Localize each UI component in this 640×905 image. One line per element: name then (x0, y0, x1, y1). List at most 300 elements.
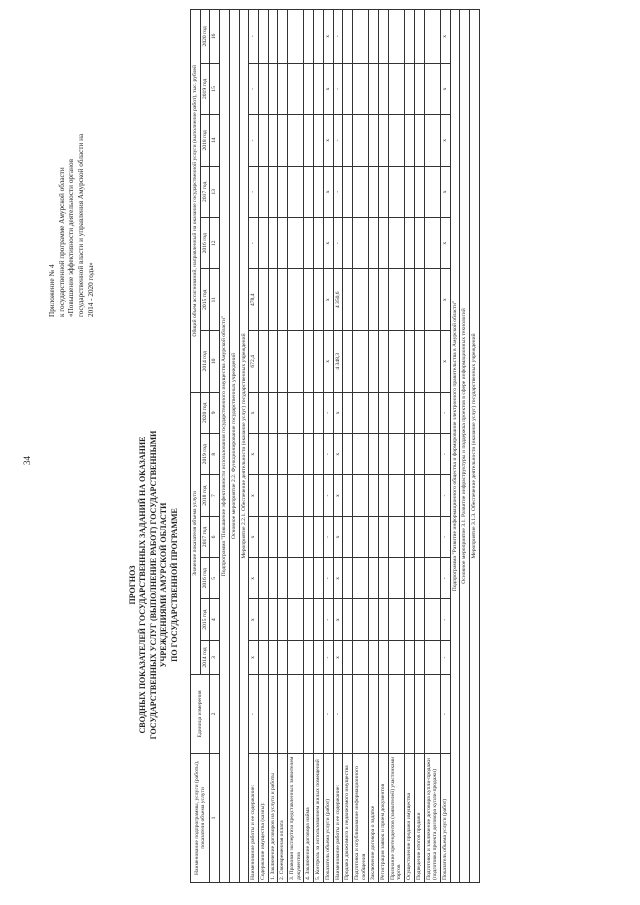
row-unit (268, 675, 278, 754)
value-cell: - (440, 558, 450, 599)
value-cell (304, 558, 314, 599)
value-cell (352, 475, 368, 516)
value-cell (388, 599, 404, 640)
cost-cell (414, 115, 424, 166)
value-cell (258, 640, 268, 674)
year-header: 2015 год (200, 269, 210, 331)
cost-cell: 478,4 (249, 269, 259, 331)
value-cell (352, 640, 368, 674)
cost-cell (405, 166, 415, 217)
cost-cell: 4 348,3 (333, 331, 343, 393)
value-cell (314, 599, 324, 640)
row-unit (288, 675, 304, 754)
subprogram-heading: Подпрограмма "Повышение эффективности использования государственного имущества Амурской области" (220, 10, 230, 883)
table-row (388, 10, 404, 883)
value-cell: - (323, 516, 333, 557)
value-cell (288, 392, 304, 433)
cost-cell: x (323, 166, 333, 217)
cost-cell (405, 115, 415, 166)
cost-cell: - (333, 10, 343, 64)
column-number: 4 (210, 599, 220, 640)
cost-cell (288, 10, 304, 64)
value-cell (369, 434, 379, 475)
table-row (379, 10, 389, 883)
row-name: 2. Своевременная оплата (278, 753, 288, 882)
value-cell (314, 640, 324, 674)
appendix-line: Приложение № 4 (48, 264, 56, 317)
value-cell (388, 392, 404, 433)
cost-cell (258, 218, 268, 269)
row-unit (405, 675, 415, 754)
section-row (239, 10, 249, 883)
cost-cell (369, 166, 379, 217)
row-unit (314, 675, 324, 754)
value-cell: x (249, 392, 259, 433)
table-row (278, 10, 288, 883)
cost-cell (352, 166, 368, 217)
value-cell (288, 475, 304, 516)
value-cell (405, 558, 415, 599)
value-cell (314, 392, 324, 433)
title-line: СВОДНЫХ ПОКАЗАТЕЛЕЙ ГОСУДАРСТВЕННЫХ ЗАДАНИЙ НА ОКАЗАНИЕ (138, 436, 148, 734)
value-cell (304, 392, 314, 433)
value-cell (268, 392, 278, 433)
value-cell (414, 599, 424, 640)
value-cell (343, 599, 353, 640)
value-cell (379, 516, 389, 557)
cost-cell (379, 269, 389, 331)
page-number: 34 (22, 456, 32, 465)
value-cell (405, 640, 415, 674)
row-name: 3. Правовая экспертиза представленных заявителем документов (288, 753, 304, 882)
value-cell (304, 640, 314, 674)
row-unit (388, 675, 404, 754)
year-header: 2017 год (200, 166, 210, 217)
value-cell: x (333, 475, 343, 516)
value-cell (388, 558, 404, 599)
value-cell (314, 516, 324, 557)
table-row (333, 10, 343, 883)
value-cell (343, 392, 353, 433)
value-cell: - (323, 558, 333, 599)
column-number: 3 (210, 640, 220, 674)
value-cell (314, 475, 324, 516)
value-cell (405, 516, 415, 557)
row-name: 4. Заключение договора найма (304, 753, 314, 882)
value-cell: x (333, 599, 343, 640)
column-number: 12 (210, 218, 220, 269)
cost-cell (352, 331, 368, 393)
cost-cell: x (323, 269, 333, 331)
cost-cell (278, 115, 288, 166)
title-line: УЧРЕЖДЕНИЯМИ АМУРСКОЙ ОБЛАСТИ (159, 502, 169, 668)
cost-cell (352, 115, 368, 166)
row-name: Подготовка и опубликование информационного сообщения (352, 753, 368, 882)
value-cell (405, 434, 415, 475)
header-values-group: Значение показателя объема услуги (191, 392, 201, 675)
value-cell: x (333, 516, 343, 557)
cost-cell (424, 331, 440, 393)
year-header: 2020 год (200, 392, 210, 433)
cost-cell (278, 331, 288, 393)
value-cell (424, 392, 440, 433)
cost-cell: - (249, 218, 259, 269)
cost-cell: x (440, 63, 450, 114)
value-cell (258, 599, 268, 640)
row-name: 5. Контроль за использованием жилых помещений (314, 753, 324, 882)
cost-cell: x (440, 115, 450, 166)
table-row (369, 10, 379, 883)
cost-cell (304, 269, 314, 331)
cost-cell (258, 331, 268, 393)
cost-cell (268, 269, 278, 331)
cost-cell (424, 10, 440, 64)
cost-cell (379, 63, 389, 114)
section-row (450, 10, 460, 883)
table-row (405, 10, 415, 883)
column-number: 13 (210, 166, 220, 217)
cost-cell (268, 166, 278, 217)
value-cell: - (440, 434, 450, 475)
value-cell (288, 640, 304, 674)
row-unit (352, 675, 368, 754)
row-name: Наименование работы и ее содержание: (333, 753, 343, 882)
row-name: Осуществление продажи имущества (405, 753, 415, 882)
cost-cell (314, 10, 324, 64)
cost-cell (314, 331, 324, 393)
cost-cell (388, 218, 404, 269)
cost-cell (388, 166, 404, 217)
cost-cell (414, 63, 424, 114)
value-cell (268, 640, 278, 674)
table-row (258, 10, 268, 883)
year-header: 2019 год (200, 63, 210, 114)
row-unit (414, 675, 424, 754)
value-cell (424, 516, 440, 557)
column-number: 5 (210, 558, 220, 599)
value-cell: x (333, 392, 343, 433)
value-cell: - (440, 599, 450, 640)
cost-cell (278, 63, 288, 114)
row-unit (278, 675, 288, 754)
value-cell (343, 640, 353, 674)
value-cell: - (440, 475, 450, 516)
cost-cell (405, 218, 415, 269)
cost-cell (388, 10, 404, 64)
table-row (414, 10, 424, 883)
cost-cell (343, 269, 353, 331)
cost-cell (343, 331, 353, 393)
value-cell (405, 475, 415, 516)
cost-cell (288, 115, 304, 166)
cost-cell (379, 115, 389, 166)
cost-cell (278, 166, 288, 217)
value-cell (424, 558, 440, 599)
value-cell (424, 434, 440, 475)
cost-cell (424, 63, 440, 114)
value-cell (379, 558, 389, 599)
header-name: Наименование подпрограммы, услуги (работы), показателя объема услуги (191, 753, 210, 882)
value-cell (314, 434, 324, 475)
value-cell (278, 516, 288, 557)
cost-cell (314, 218, 324, 269)
value-cell (343, 516, 353, 557)
value-cell (288, 434, 304, 475)
title-line: ПРОГНОЗ (128, 565, 137, 605)
value-cell (414, 392, 424, 433)
column-number: 8 (210, 434, 220, 475)
year-header: 2020 год (200, 10, 210, 64)
column-number: 14 (210, 115, 220, 166)
header-costs-group: Общий объем ассигнований, направленный на оказание государственной услуги (выполнение работ), тыс. рублей (191, 10, 201, 393)
cost-cell (304, 331, 314, 393)
value-cell (405, 392, 415, 433)
column-number: 11 (210, 269, 220, 331)
cost-cell: - (249, 10, 259, 64)
value-cell (414, 516, 424, 557)
row-unit: - (440, 675, 450, 754)
table-row (288, 10, 304, 883)
cost-cell (343, 218, 353, 269)
value-cell (268, 516, 278, 557)
column-number: 16 (210, 10, 220, 64)
value-cell (258, 475, 268, 516)
value-cell (369, 475, 379, 516)
table-row (424, 10, 440, 883)
cost-cell (258, 10, 268, 64)
cost-cell: x (323, 115, 333, 166)
value-cell: x (333, 640, 343, 674)
row-name: Содержание имущества (казны): (258, 753, 268, 882)
value-cell (278, 392, 288, 433)
cost-cell (343, 63, 353, 114)
row-name: Признание претендентов (заявителей) участниками торгов (388, 753, 404, 882)
value-cell (379, 392, 389, 433)
row-unit (343, 675, 353, 754)
cost-cell (288, 218, 304, 269)
year-header: 2018 год (200, 115, 210, 166)
table-row (323, 10, 333, 883)
column-number: 1 (210, 753, 220, 882)
section-row (460, 10, 470, 883)
table-row (268, 10, 278, 883)
cost-cell (369, 218, 379, 269)
cost-cell (268, 63, 278, 114)
cost-cell (369, 10, 379, 64)
section-row (470, 10, 480, 883)
value-cell (369, 640, 379, 674)
value-cell (414, 475, 424, 516)
value-cell (278, 434, 288, 475)
row-unit (304, 675, 314, 754)
row-unit (258, 675, 268, 754)
value-cell: x (249, 434, 259, 475)
main-measure-heading: Основное мероприятие 3.1. Развитие инфраструктуры и поддержка проектов в сфере информационных технологий (460, 10, 470, 883)
value-cell: - (323, 392, 333, 433)
cost-cell (369, 331, 379, 393)
value-cell (304, 599, 314, 640)
cost-cell (268, 115, 278, 166)
cost-cell (379, 166, 389, 217)
value-cell (304, 475, 314, 516)
value-cell (369, 516, 379, 557)
value-cell (414, 640, 424, 674)
cost-cell (379, 10, 389, 64)
cost-cell (388, 331, 404, 393)
value-cell (352, 599, 368, 640)
value-cell (424, 475, 440, 516)
value-cell (258, 558, 268, 599)
cost-cell: x (440, 331, 450, 393)
cost-cell (405, 331, 415, 393)
value-cell (388, 434, 404, 475)
cost-cell (414, 166, 424, 217)
value-cell (369, 599, 379, 640)
value-cell (258, 434, 268, 475)
value-cell (352, 392, 368, 433)
row-unit (379, 675, 389, 754)
value-cell (278, 599, 288, 640)
cost-cell (314, 269, 324, 331)
measure-heading: Мероприятие 2.2.1. Обеспечение деятельности (оказание услуг) государственных учреждений (239, 10, 249, 883)
year-header: 2016 год (200, 558, 210, 599)
measure-heading: Мероприятие 3.1.3. Обеспечение деятельности (оказание услуг) государственных учреждений (470, 10, 480, 883)
cost-cell (405, 269, 415, 331)
value-cell (379, 640, 389, 674)
cost-cell (304, 218, 314, 269)
cost-cell (304, 115, 314, 166)
year-header: 2018 год (200, 475, 210, 516)
cost-cell: x (323, 218, 333, 269)
row-name: Показатель объема услуги (работ) (323, 753, 333, 882)
value-cell (424, 599, 440, 640)
row-name: Наименование работы и ее содержание: (249, 753, 259, 882)
appendix-note (48, 17, 97, 317)
cost-cell (304, 63, 314, 114)
value-cell: x (249, 640, 259, 674)
cost-cell (414, 218, 424, 269)
value-cell (304, 516, 314, 557)
value-cell (288, 558, 304, 599)
value-cell: - (440, 516, 450, 557)
value-cell (414, 434, 424, 475)
cost-cell (304, 10, 314, 64)
column-number: 2 (210, 675, 220, 754)
cost-cell: x (323, 10, 333, 64)
cost-cell (278, 269, 288, 331)
cost-cell (258, 115, 268, 166)
table-row (440, 10, 450, 883)
document-title (128, 385, 180, 785)
cost-cell (258, 63, 268, 114)
cost-cell: - (249, 166, 259, 217)
value-cell (388, 516, 404, 557)
value-cell (379, 475, 389, 516)
row-name: Регистрация заявок и прием документов (379, 753, 389, 882)
cost-cell (424, 166, 440, 217)
column-number: 7 (210, 475, 220, 516)
column-number: 10 (210, 331, 220, 393)
value-cell (343, 475, 353, 516)
section-row (229, 10, 239, 883)
column-number: 15 (210, 63, 220, 114)
value-cell (288, 599, 304, 640)
cost-cell (369, 269, 379, 331)
value-cell (314, 558, 324, 599)
cost-cell (343, 166, 353, 217)
appendix-line: «Повышение эффективности деятельности органов (67, 159, 76, 317)
cost-cell: x (440, 10, 450, 64)
cost-cell (314, 115, 324, 166)
cost-cell (352, 269, 368, 331)
value-cell (352, 558, 368, 599)
value-cell (343, 434, 353, 475)
value-cell: x (249, 516, 259, 557)
cost-cell (388, 269, 404, 331)
cost-cell (314, 166, 324, 217)
value-cell (258, 392, 268, 433)
appendix-line: 2014 - 2020 годы» (86, 262, 95, 317)
cost-cell (352, 63, 368, 114)
value-cell (278, 558, 288, 599)
cost-cell: x (323, 63, 333, 114)
row-unit (369, 675, 379, 754)
value-cell (379, 599, 389, 640)
value-cell: - (323, 599, 333, 640)
column-number: 9 (210, 392, 220, 433)
row-unit: - (323, 675, 333, 754)
section-row (220, 10, 230, 883)
cost-cell (314, 63, 324, 114)
cost-cell (379, 218, 389, 269)
year-header: 2019 год (200, 434, 210, 475)
table-row (314, 10, 324, 883)
row-name: Заключение договора о задатке (369, 753, 379, 882)
row-name: Продажа движимого и недвижимого имущества (343, 753, 353, 882)
row-unit (424, 675, 440, 754)
appendix-line: государственной власти и управления Амурской области на (77, 133, 86, 317)
cost-cell (379, 331, 389, 393)
cost-cell: - (333, 115, 343, 166)
cost-cell (424, 269, 440, 331)
row-name: Подготовка и заключение договора купли-продажи (подготовка проекта договора купли-продажи) (424, 753, 440, 882)
cost-cell (343, 115, 353, 166)
cost-cell: - (333, 166, 343, 217)
value-cell (304, 434, 314, 475)
cost-cell (288, 166, 304, 217)
table-row (249, 10, 259, 883)
cost-cell: - (333, 63, 343, 114)
cost-cell (278, 10, 288, 64)
cost-cell: x (323, 331, 333, 393)
value-cell (268, 599, 278, 640)
cost-cell (288, 331, 304, 393)
row-unit: - (249, 675, 259, 754)
cost-cell (414, 10, 424, 64)
value-cell (268, 558, 278, 599)
forecast-table (190, 9, 480, 883)
value-cell: x (333, 558, 343, 599)
value-cell (352, 434, 368, 475)
year-header: 2017 год (200, 516, 210, 557)
table-row (343, 10, 353, 883)
subprogram-heading: Подпрограмма "Развитие информационного общества и формирование электронного правительства в Амурской области" (450, 10, 460, 883)
title-line: ГОСУДАРСТВЕННЫХ УСЛУГ (ВЫПОЛНЕНИЕ РАБОТ) ГОСУДАРСТВЕННЫМИ (148, 430, 158, 740)
cost-cell (424, 218, 440, 269)
value-cell: - (323, 434, 333, 475)
value-cell: - (323, 640, 333, 674)
cost-cell (258, 166, 268, 217)
